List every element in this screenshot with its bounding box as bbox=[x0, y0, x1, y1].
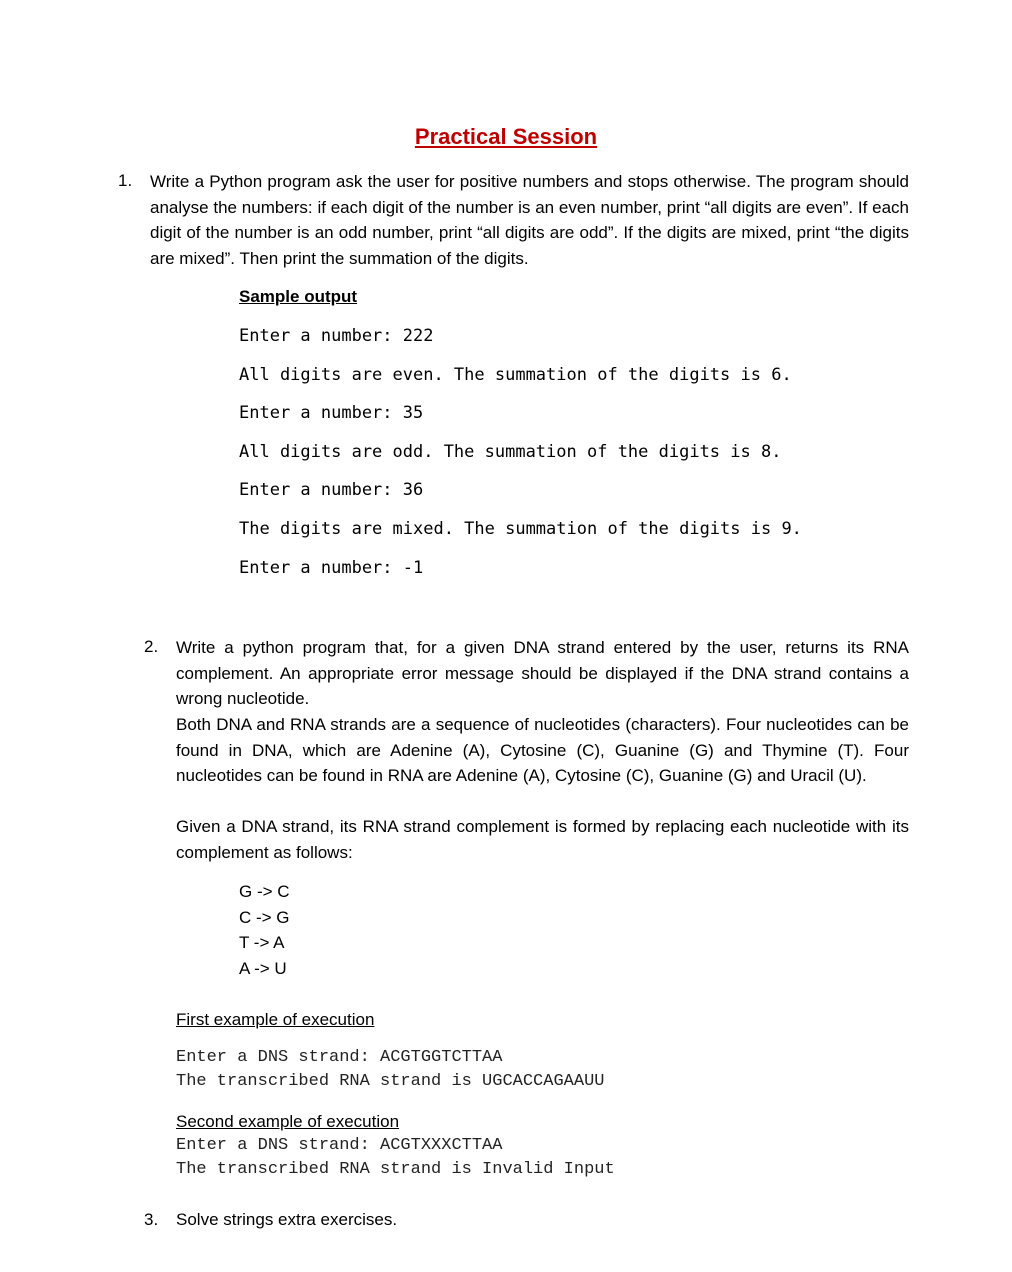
rule-a-u: A -> U bbox=[239, 959, 287, 978]
sample-line-6: The digits are mixed. The summation of the digits is 9. bbox=[239, 519, 802, 539]
second-example-line-2: The transcribed RNA strand is Invalid Input bbox=[176, 1160, 615, 1179]
q3-number: 3. bbox=[144, 1210, 159, 1229]
q2-text-1: Write a python program that, for a given DNA strand entered by the user, returns its RNA complement. An appropriate error message should be displayed if the DNA strand contains a wrong nucleotide. bbox=[176, 638, 909, 708]
q2-text-2: Both DNA and RNA strands are a sequence of nucleotides (characters). Four nucleotides can be found in DNA, which are Adenine (A), Cytosine (C), Guanine (G) and Thymine (T). Four nucleotides can be found in RNA are Adenine (A), Cytosine (C), Guanine (G) and Uracil (U). bbox=[176, 715, 909, 785]
second-example-label: Second example of execution bbox=[176, 1112, 400, 1131]
page-title: Practical Session bbox=[414, 124, 598, 149]
sample-line-3: Enter a number: 35 bbox=[239, 403, 424, 423]
sample-line-7: Enter a number: -1 bbox=[239, 558, 424, 578]
q1-text: Write a Python program ask the user for positive numbers and stops otherwise. The program should analyse the numbers: if each digit of the number is an even number, print “all digits are even”. If each digit of the number is an odd number, print “all digits are odd”. If the digits are mixed, print “the digits are mixed”. Then print the summation of the digits. bbox=[150, 172, 909, 268]
rule-g-c: G -> C bbox=[239, 882, 290, 901]
sample-line-5: Enter a number: 36 bbox=[239, 480, 424, 500]
sample-line-4: All digits are odd. The summation of the digits is 8. bbox=[239, 442, 782, 462]
sample-output-label: Sample output bbox=[239, 287, 358, 306]
q1-number: 1. bbox=[118, 171, 133, 190]
q2-text-3: Given a DNA strand, its RNA strand complement is formed by replacing each nucleotide with its complement as follows: bbox=[176, 817, 909, 862]
sample-line-2: All digits are even. The summation of the digits is 6. bbox=[239, 365, 792, 385]
rule-t-a: T -> A bbox=[239, 933, 285, 952]
second-example-line-1: Enter a DNS strand: ACGTXXXCTTAA bbox=[176, 1136, 503, 1155]
first-example-label: First example of execution bbox=[176, 1010, 375, 1029]
q3-text: Solve strings extra exercises. bbox=[176, 1210, 398, 1229]
first-example-line-1: Enter a DNS strand: ACGTGGTCTTAA bbox=[176, 1048, 503, 1067]
q2-number: 2. bbox=[144, 637, 159, 656]
sample-line-1: Enter a number: 222 bbox=[239, 326, 434, 346]
rule-c-g: C -> G bbox=[239, 908, 290, 927]
first-example-line-2: The transcribed RNA strand is UGCACCAGAAUU bbox=[176, 1072, 605, 1091]
